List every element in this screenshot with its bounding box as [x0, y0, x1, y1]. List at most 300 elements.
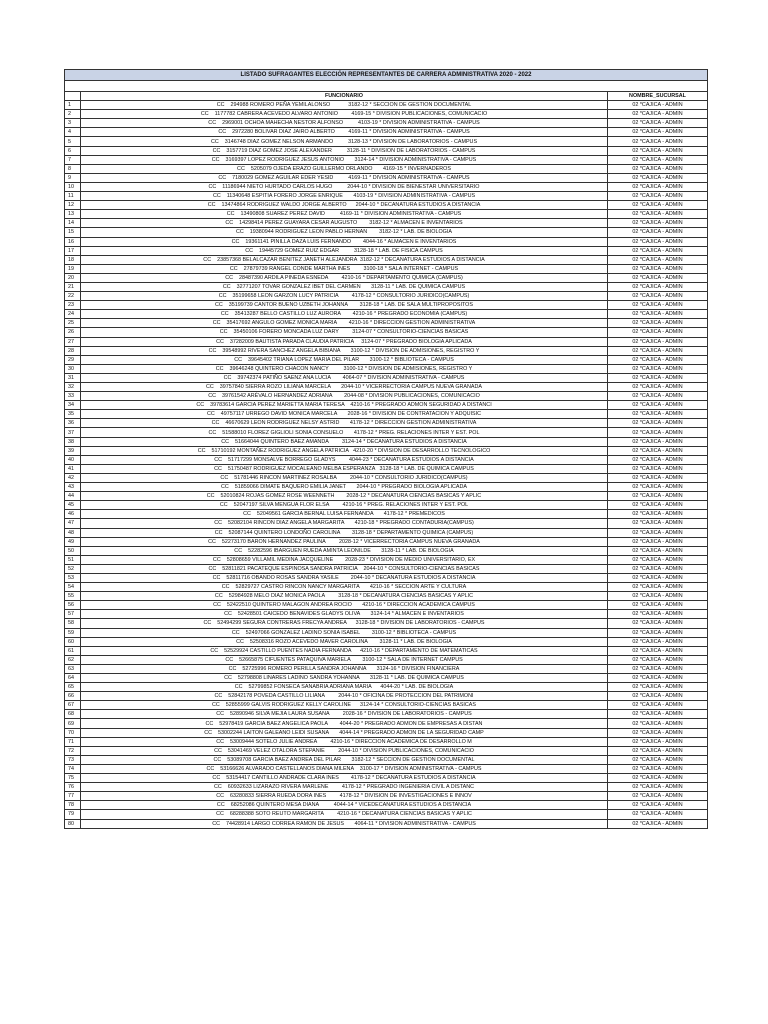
document-title: LISTADO SUFRAGANTES ELECCIÓN REPRESENTANTES DE CARRERA ADMINISTRATIVA 2020 - 2022: [65, 70, 708, 81]
row-number: 39: [65, 446, 81, 455]
row-funcionario: CC 53009444 SOTELO JULIE ANDREA 4210-16 * DIRECCION ACADEMICA DE DESARROLLO M: [81, 737, 608, 746]
header-funcionario: FUNCIONARIO: [81, 92, 608, 101]
row-number: 34: [65, 401, 81, 410]
row-funcionario: CC 52978419 GARCIA BAEZ ANGELICA PAOLA 4044-20 * PREGRADO ADMON DE EMPRESAS A DISTAN: [81, 719, 608, 728]
row-number: 52: [65, 564, 81, 573]
table-row: [65, 819, 708, 828]
row-sucursal: 02 *CAJICA - ADMIN: [608, 310, 708, 319]
row-sucursal: 02 *CAJICA - ADMIN: [608, 355, 708, 364]
table-row: [65, 337, 708, 346]
row-sucursal: 02 *CAJICA - ADMIN: [608, 728, 708, 737]
row-sucursal: 02 *CAJICA - ADMIN: [608, 319, 708, 328]
row-funcionario: CC 52811821 PACATEQUE ESPINOSA SANDRA PATRICIA 2044-10 * CONSULTORIO-CIENCIAS BASICAS: [81, 564, 608, 573]
row-funcionario: CC 39742374 PATIÑO SAENZ ANA LUCIA 4064-07 * DIVISION ADMINISTRATIVA - CAMPUS: [81, 373, 608, 382]
row-number: 26: [65, 328, 81, 337]
row-sucursal: 02 *CAJICA - ADMIN: [608, 737, 708, 746]
row-funcionario: CC 52273170 BARON HERNANDEZ PAULINA 2028-12 * VICERRECTORIA CAMPUS NUEVA GRANADA: [81, 537, 608, 546]
table-row: [65, 192, 708, 201]
row-number: 35: [65, 410, 81, 419]
table-row: [65, 546, 708, 555]
row-number: 66: [65, 692, 81, 701]
table-row: [65, 655, 708, 664]
row-funcionario: CC 5205079 OJEDA ERAZO GUILLERMO ORLANDO 4169-15 * INVERNADEROS: [81, 164, 608, 173]
row-number: 51: [65, 555, 81, 564]
row-number: 63: [65, 664, 81, 673]
row-funcionario: CC 52842178 POVEDA CASTILLO LILIANA 2044-10 * OFICINA DE PROTECCION DEL PATRIMONI: [81, 692, 608, 701]
voters-table: [64, 69, 708, 829]
row-funcionario: CC 11340648 ESPITIA FORERO JORGE ENRIQUE 4103-19 * DIVISION ADMINISTRATIVA - CAMPUS: [81, 192, 608, 201]
row-sucursal: 02 *CAJICA - ADMIN: [608, 201, 708, 210]
row-funcionario: CC 2972280 BOLIVAR DIAZ JAIRO ALBERTO 4169-11 * DIVISION ADMINISTRATIVA - CAMPUS: [81, 128, 608, 137]
row-funcionario: CC 35413287 BELLO CASTILLO LUZ AURORA 4210-16 * PREGRADO ECONOMIA (CAMPUS): [81, 310, 608, 319]
row-funcionario: CC 28487390 ARDILA PINEDA ESNEDA 4210-16 * DEPARTAMENTO QUIMICA (CAMPUS): [81, 273, 608, 282]
table-row: [65, 164, 708, 173]
row-number: 13: [65, 210, 81, 219]
row-sucursal: 02 *CAJICA - ADMIN: [608, 519, 708, 528]
row-sucursal: 02 *CAJICA - ADMIN: [608, 619, 708, 628]
row-number: 75: [65, 774, 81, 783]
table-row: [65, 492, 708, 501]
row-number: 58: [65, 619, 81, 628]
row-number: 22: [65, 292, 81, 301]
row-funcionario: CC 52010824 ROJAS GOMEZ ROSE WEENNETH 2028-12 * DECANATURA CIENCIAS BASICAS Y APLIC: [81, 492, 608, 501]
row-funcionario: CC 13490808 SUAREZ PEREZ DAVID 4169-11 * DIVISION ADMINISTRATIVA - CAMPUS: [81, 210, 608, 219]
row-funcionario: CC 52984928 MELO DIAZ MONICA PAOLA 3128-18 * DECANATURA CIENCIAS BASICAS Y APLIC: [81, 592, 608, 601]
row-sucursal: 02 *CAJICA - ADMIN: [608, 419, 708, 428]
row-number: 36: [65, 419, 81, 428]
row-funcionario: CC 52855999 GALVIS RODRIGUEZ KELLY CAROLINE 3124-14 * CONSULTORIO-CIENCIAS BASICAS: [81, 701, 608, 710]
row-sucursal: 02 *CAJICA - ADMIN: [608, 792, 708, 801]
table-row: [65, 301, 708, 310]
row-funcionario: CC 39645402 TRIANA LOPEZ MARIA DEL PILAR 3100-12 * BIBLIOTECA - CAMPUS: [81, 355, 608, 364]
row-funcionario: CC 35450106 FORERO MONCADA LUZ DARY 3124-07 * CONSULTORIO-CIENCIAS BASICAS: [81, 328, 608, 337]
row-funcionario: CC 39783614 GARCIA PEREZ MARIETTA MARIA TERESA 4210-16 * PREGRADO ADMON SEGURIDAD A DISTANCI: [81, 401, 608, 410]
table-row: [65, 182, 708, 191]
row-sucursal: 02 *CAJICA - ADMIN: [608, 646, 708, 655]
table-row: [65, 264, 708, 273]
row-funcionario: CC 2969001 OCHOA MAHECHA NESTOR ALFONSO 4103-19 * DIVISION ADMINISTRATIVA - CAMPUS: [81, 119, 608, 128]
row-funcionario: CC 74428914 LARGO CORREA RAMON DE JESUS 4064-11 * DIVISION ADMINISTRATIVA - CAMPUS: [81, 819, 608, 828]
row-number: 74: [65, 764, 81, 773]
row-number: 6: [65, 146, 81, 155]
table-row: [65, 637, 708, 646]
row-number: 8: [65, 164, 81, 173]
row-sucursal: 02 *CAJICA - ADMIN: [608, 610, 708, 619]
row-number: 79: [65, 810, 81, 819]
row-sucursal: 02 *CAJICA - ADMIN: [608, 492, 708, 501]
table-row: [65, 564, 708, 573]
row-sucursal: 02 *CAJICA - ADMIN: [608, 664, 708, 673]
table-row: [65, 573, 708, 582]
row-funcionario: CC 52497066 GONZALEZ LADINO SONIA ISABEL 3100-12 * BIBLIOTECA - CAMPUS: [81, 628, 608, 637]
row-sucursal: 02 *CAJICA - ADMIN: [608, 119, 708, 128]
table-row: [65, 173, 708, 182]
row-funcionario: CC 49757117 URREGO DAVID MONICA MARCELA 2028-16 * DIVISION DE CONTRATACION Y ADQUISIC: [81, 410, 608, 419]
table-row: [65, 728, 708, 737]
row-number: 62: [65, 655, 81, 664]
row-number: 11: [65, 192, 81, 201]
row-number: 9: [65, 173, 81, 182]
row-sucursal: 02 *CAJICA - ADMIN: [608, 546, 708, 555]
row-number: 76: [65, 783, 81, 792]
row-number: 69: [65, 719, 81, 728]
row-sucursal: 02 *CAJICA - ADMIN: [608, 246, 708, 255]
row-number: 67: [65, 701, 81, 710]
row-sucursal: 02 *CAJICA - ADMIN: [608, 446, 708, 455]
row-funcionario: CC 19380944 RODRIGUEZ LEON PABLO HERNAN 3182-12 * LAB. DE BIOLOGIA: [81, 228, 608, 237]
row-sucursal: 02 *CAJICA - ADMIN: [608, 464, 708, 473]
row-number: 55: [65, 592, 81, 601]
row-sucursal: 02 *CAJICA - ADMIN: [608, 210, 708, 219]
row-funcionario: CC 3146748 DIAZ GOMEZ NELSON ARMANDO 3128-13 * DIVISION DE LABORATORIOS - CAMPUS: [81, 137, 608, 146]
table-row: [65, 610, 708, 619]
row-number: 49: [65, 537, 81, 546]
row-number: 10: [65, 182, 81, 191]
row-funcionario: CC 37282009 BAUTISTA PARADA CLAUDIA PATRICIA 3124-07 * PREGRADO BIOLOGIA APLICADA: [81, 337, 608, 346]
row-sucursal: 02 *CAJICA - ADMIN: [608, 292, 708, 301]
row-funcionario: CC 52829727 CASTRO RINCON NANCY MARGARITA 4210-16 * SECCION ARTE Y CULTURA: [81, 583, 608, 592]
row-sucursal: 02 *CAJICA - ADMIN: [608, 637, 708, 646]
row-sucursal: 02 *CAJICA - ADMIN: [608, 373, 708, 382]
row-sucursal: 02 *CAJICA - ADMIN: [608, 392, 708, 401]
row-sucursal: 02 *CAJICA - ADMIN: [608, 301, 708, 310]
row-sucursal: 02 *CAJICA - ADMIN: [608, 710, 708, 719]
row-sucursal: 02 *CAJICA - ADMIN: [608, 537, 708, 546]
row-sucursal: 02 *CAJICA - ADMIN: [608, 437, 708, 446]
table-row: [65, 810, 708, 819]
table-row: [65, 328, 708, 337]
row-funcionario: CC 27879739 RANGEL CONDE MARTHA INES 3100-18 * SALA INTERNET - CAMPUS: [81, 264, 608, 273]
row-sucursal: 02 *CAJICA - ADMIN: [608, 228, 708, 237]
row-sucursal: 02 *CAJICA - ADMIN: [608, 255, 708, 264]
row-sucursal: 02 *CAJICA - ADMIN: [608, 755, 708, 764]
table-row: [65, 273, 708, 282]
row-sucursal: 02 *CAJICA - ADMIN: [608, 364, 708, 373]
row-number: 4: [65, 128, 81, 137]
row-sucursal: 02 *CAJICA - ADMIN: [608, 655, 708, 664]
spacer-row: [65, 81, 708, 92]
row-funcionario: CC 53041469 VELEZ OTALORA STEPANIE 2044-10 * DIVISION PUBLICACIONES, COMUNICACIO: [81, 746, 608, 755]
row-sucursal: 02 *CAJICA - ADMIN: [608, 483, 708, 492]
header-sucursal: NOMBRE_SUCURSAL: [608, 92, 708, 101]
table-row: [65, 110, 708, 119]
row-funcionario: CC 3169397 LOPEZ RODRIGUEZ JESUS ANTONIO 3124-14 * DIVISION ADMINISTRATIVA - CAMPUS: [81, 155, 608, 164]
row-funcionario: CC 52422510 QUINTERO MALAGON ANDREA ROCIO 4210-16 * DIRECCION ACADEMICA CAMPUS: [81, 601, 608, 610]
row-sucursal: 02 *CAJICA - ADMIN: [608, 128, 708, 137]
row-number: 14: [65, 219, 81, 228]
table-row: [65, 201, 708, 210]
row-sucursal: 02 *CAJICA - ADMIN: [608, 137, 708, 146]
row-funcionario: CC 19445729 GOMEZ RUIZ EDGAR 3128-18 * LAB. DE FISICA CAMPUS: [81, 246, 608, 255]
row-funcionario: CC 19361141 PINILLA DAZA LUIS FERNANDO 4044-16 * ALMACEN E INVENTARIOS: [81, 237, 608, 246]
row-sucursal: 02 *CAJICA - ADMIN: [608, 410, 708, 419]
row-sucursal: 02 *CAJICA - ADMIN: [608, 282, 708, 291]
table-row: [65, 219, 708, 228]
row-funcionario: CC 68288388 SOTO REUTO MARGARITA 4210-16 * DECANATURA CIENCIAS BASICAS Y APLIC: [81, 810, 608, 819]
row-sucursal: 02 *CAJICA - ADMIN: [608, 510, 708, 519]
table-row: [65, 146, 708, 155]
row-funcionario: CC 1177782 CABRERA ACEVEDO ALVARO ANTONIO 4169-15 * DIVISION PUBLICACIONES, COMUNICACIO: [81, 110, 608, 119]
row-number: 17: [65, 246, 81, 255]
row-number: 20: [65, 273, 81, 282]
table-row: [65, 464, 708, 473]
row-sucursal: 02 *CAJICA - ADMIN: [608, 564, 708, 573]
row-number: 1: [65, 101, 81, 110]
row-sucursal: 02 *CAJICA - ADMIN: [608, 719, 708, 728]
row-funcionario: CC 53154417 CANTILLO ANDRADE CLARA INES 4178-12 * DECANATURA ESTUDIOS A DISTANCIA: [81, 774, 608, 783]
row-sucursal: 02 *CAJICA - ADMIN: [608, 819, 708, 828]
title-row: [65, 70, 708, 81]
table-row: [65, 455, 708, 464]
table-row: [65, 137, 708, 146]
row-number: 23: [65, 301, 81, 310]
table-row: [65, 428, 708, 437]
row-number: 57: [65, 610, 81, 619]
header-row: [65, 92, 708, 101]
table-row: [65, 310, 708, 319]
row-sucursal: 02 *CAJICA - ADMIN: [608, 692, 708, 701]
row-number: 73: [65, 755, 81, 764]
row-funcionario: CC 51781446 RINCON MARTINEZ ROSALBA 2044-10 * CONSULTORIO JURIDICO(CAMPUS): [81, 473, 608, 482]
table-row: [65, 628, 708, 637]
row-funcionario: CC 52282596 IBARGUEN RUEDA AMINTA LEONILDE 3128-11 * LAB. DE BIOLOGIA: [81, 546, 608, 555]
row-number: 25: [65, 319, 81, 328]
row-number: 77: [65, 792, 81, 801]
table-row: [65, 292, 708, 301]
row-funcionario: CC 63280833 SIERRA RUEDA DORA INES 4178-12 * DIVISION DE INVESTIGACIONES E INNOV: [81, 792, 608, 801]
row-number: 53: [65, 573, 81, 582]
row-number: 61: [65, 646, 81, 655]
table-row: [65, 674, 708, 683]
header-number: [65, 92, 81, 101]
row-sucursal: 02 *CAJICA - ADMIN: [608, 455, 708, 464]
row-number: 33: [65, 392, 81, 401]
row-sucursal: 02 *CAJICA - ADMIN: [608, 101, 708, 110]
row-number: 37: [65, 428, 81, 437]
table-row: [65, 692, 708, 701]
row-sucursal: 02 *CAJICA - ADMIN: [608, 182, 708, 191]
row-number: 24: [65, 310, 81, 319]
row-funcionario: CC 23857368 BELALCAZAR BENITEZ JANETH ALEJANDRA 3182-12 * DECANATURA ESTUDIOS A DISTANCIA: [81, 255, 608, 264]
row-number: 2: [65, 110, 81, 119]
table-row: [65, 473, 708, 482]
row-funcionario: CC 46670629 LEON RODRIGUEZ NELSY ASTRID 4178-12 * DIRECCION GESTION ADMINISTRATIVA: [81, 419, 608, 428]
table-row: [65, 537, 708, 546]
row-sucursal: 02 *CAJICA - ADMIN: [608, 746, 708, 755]
row-number: 30: [65, 364, 81, 373]
voters-sheet: [64, 69, 707, 829]
row-number: 5: [65, 137, 81, 146]
row-funcionario: CC 14298414 PEREZ GUAYARA CESAR AUGUSTO 3182-12 * ALMACEN E INVENTARIOS: [81, 219, 608, 228]
table-row: [65, 446, 708, 455]
row-number: 59: [65, 628, 81, 637]
row-funcionario: CC 51710192 MONTAÑEZ RODRIGUEZ ANGELA PATRICIA 4210-20 * DIVISION DE DESARROLLO TECNOLOGICO: [81, 446, 608, 455]
row-funcionario: CC 51717299 MONSALVE BORREGO GLADYS 4044-23 * DECANATURA ESTUDIOS A DISTANCIA: [81, 455, 608, 464]
row-funcionario: CC 52529924 CASTILLO PUENTES NADIA FERNANDA 4210-16 * DEPARTAMENTO DE MATEMATICAS: [81, 646, 608, 655]
table-row: [65, 619, 708, 628]
row-sucursal: 02 *CAJICA - ADMIN: [608, 192, 708, 201]
table-row: [65, 255, 708, 264]
table-row: [65, 383, 708, 392]
row-number: 70: [65, 728, 81, 737]
row-number: 43: [65, 483, 81, 492]
table-row: [65, 319, 708, 328]
table-row: [65, 437, 708, 446]
row-sucursal: 02 *CAJICA - ADMIN: [608, 337, 708, 346]
table-row: [65, 737, 708, 746]
table-row: [65, 555, 708, 564]
row-sucursal: 02 *CAJICA - ADMIN: [608, 555, 708, 564]
table-row: [65, 510, 708, 519]
row-number: 54: [65, 583, 81, 592]
row-funcionario: CC 35199658 LEON GARZON LUCY PATRICIA 4178-12 * CONSULTORIO JURIDICO(CAMPUS): [81, 292, 608, 301]
row-number: 15: [65, 228, 81, 237]
row-sucursal: 02 *CAJICA - ADMIN: [608, 428, 708, 437]
table-row: [65, 710, 708, 719]
table-row: [65, 419, 708, 428]
row-number: 56: [65, 601, 81, 610]
row-funcionario: CC 39761542 ARÉVALO HERNANDEZ ADRIANA 2044-08 * DIVISION PUBLICACIONES, COMUNICACIO: [81, 392, 608, 401]
row-sucursal: 02 *CAJICA - ADMIN: [608, 164, 708, 173]
row-number: 60: [65, 637, 81, 646]
row-funcionario: CC 51750487 RODRIGUEZ MOCALEANO MELBA ESPERANZA 3128-18 * LAB. DE QUIMICA CAMPUS: [81, 464, 608, 473]
row-funcionario: CC 7180029 GOMEZ AGUILAR EDER YESID 4169-11 * DIVISION ADMINISTRATIVA - CAMPUS: [81, 173, 608, 182]
row-number: 45: [65, 501, 81, 510]
row-number: 29: [65, 355, 81, 364]
row-funcionario: CC 52494299 SEGURA CONTRERAS FRECYA ANDREA 3128-18 * DIVISION DE LABORATORIOS - CAMPUS: [81, 619, 608, 628]
table-row: [65, 237, 708, 246]
table-row: [65, 101, 708, 110]
table-row: [65, 792, 708, 801]
table-row: [65, 282, 708, 291]
row-number: 47: [65, 519, 81, 528]
row-sucursal: 02 *CAJICA - ADMIN: [608, 346, 708, 355]
row-sucursal: 02 *CAJICA - ADMIN: [608, 328, 708, 337]
row-sucursal: 02 *CAJICA - ADMIN: [608, 601, 708, 610]
row-funcionario: CC 13474864 RODRIGUEZ WALDO JORGE ALBERTO 2044-10 * DECANATURA ESTUDIOS A DISTANCIA: [81, 201, 608, 210]
table-row: [65, 783, 708, 792]
row-sucursal: 02 *CAJICA - ADMIN: [608, 674, 708, 683]
row-sucursal: 02 *CAJICA - ADMIN: [608, 473, 708, 482]
row-funcionario: CC 35417692 ANGULO GOMEZ MONICA MARIA 4210-16 * DIRECCION GESTION ADMINISTRATIVA: [81, 319, 608, 328]
row-funcionario: CC 52428501 CAICEDO BENAVIDES GLADYS OLIVA 3124-14 * ALMACEN E INVENTARIOS: [81, 610, 608, 619]
row-funcionario: CC 60932633 LIZARAZO RIVERA MARLENE 4178-12 * PREGRADO INGENIERIA CIVIL A DISTANC: [81, 783, 608, 792]
table-row: [65, 592, 708, 601]
row-sucursal: 02 *CAJICA - ADMIN: [608, 237, 708, 246]
row-funcionario: CC 52082104 RINCON DIAZ ANGELA MARGARITA 4210-18 * PREGRADO CONTADURIA(CAMPUS): [81, 519, 608, 528]
row-funcionario: CC 39757840 SIERRA ROZO LILIANA MARCELA 2044-10 * VICERRECTORIA CAMPUS NUEVA GRANADA: [81, 383, 608, 392]
row-funcionario: CC 52508316 ROZO ACEVEDO MAVER CAROLINA 3128-11 * LAB. DE BIOLOGIA: [81, 637, 608, 646]
row-funcionario: CC 53002244 LAITON GALEANO LEIDI SUSANA 4044-14 * PREGRADO ADMON DE LA SEGURIDAD CAMP: [81, 728, 608, 737]
row-number: 41: [65, 464, 81, 473]
row-funcionario: CC 52799852 FONSECA SANABRIA ADRIANA MARIA 4044-20 * LAB. DE BIOLOGIA: [81, 683, 608, 692]
table-row: [65, 501, 708, 510]
row-number: 16: [65, 237, 81, 246]
table-row: [65, 483, 708, 492]
table-row: [65, 601, 708, 610]
table-row: [65, 401, 708, 410]
row-funcionario: CC 294988 ROMERO PEÑA YEMILALONSO 3182-12 * SECCION DE GESTION DOCUMENTAL: [81, 101, 608, 110]
row-sucursal: 02 *CAJICA - ADMIN: [608, 273, 708, 282]
table-row: [65, 346, 708, 355]
row-funcionario: CC 52725996 ROMERO PERILLA SANDRA JOHANNA 3124-16 * DIVISION FINANCIERA: [81, 664, 608, 673]
table-row: [65, 373, 708, 382]
table-row: [65, 764, 708, 773]
row-number: 19: [65, 264, 81, 273]
row-funcionario: CC 52890946 SILVA MEJIA LAURA SUSANA 2028-16 * DIVISION DE LABORATORIOS - CAMPUS: [81, 710, 608, 719]
row-number: 64: [65, 674, 81, 683]
table-row: [65, 746, 708, 755]
row-funcionario: CC 51664044 QUINTERO BAEZ AMANDA 3124-14 * DECANATURA ESTUDIOS A DISTANCIA: [81, 437, 608, 446]
table-row: [65, 583, 708, 592]
row-sucursal: 02 *CAJICA - ADMIN: [608, 219, 708, 228]
table-row: [65, 683, 708, 692]
row-sucursal: 02 *CAJICA - ADMIN: [608, 383, 708, 392]
row-number: 80: [65, 819, 81, 828]
row-sucursal: 02 *CAJICA - ADMIN: [608, 764, 708, 773]
row-funcionario: CC 11186944 NIETO HURTADO CARLOS HUGO 2044-10 * DIVISION DE BIENESTAR UNIVERSITARIO: [81, 182, 608, 191]
row-funcionario: CC 68252086 QUINTERO MESA DIANA 4044-14 * VICEDECANATURA ESTUDIOS A DISTANCIA: [81, 801, 608, 810]
row-number: 32: [65, 383, 81, 392]
row-number: 42: [65, 473, 81, 482]
table-row: [65, 119, 708, 128]
row-number: 40: [65, 455, 81, 464]
table-row: [65, 755, 708, 764]
row-sucursal: 02 *CAJICA - ADMIN: [608, 592, 708, 601]
row-number: 71: [65, 737, 81, 746]
row-funcionario: CC 39646248 QUINTERO CHACON NANCY 3100-12 * DIVISION DE ADMISIONES, REGISTRO Y: [81, 364, 608, 373]
table-row: [65, 210, 708, 219]
row-funcionario: CC 52087144 QUINTERO LONDOÑO CAROLINA 3128-18 * DEPARTAMENTO QUIMICA (CAMPUS): [81, 528, 608, 537]
table-row: [65, 155, 708, 164]
row-number: 3: [65, 119, 81, 128]
row-number: 31: [65, 373, 81, 382]
row-funcionario: CC 35199739 CANTOR BUENO UZBETH JOHANNA 3128-18 * LAB. DE SALA MULTIPROPOSITOS: [81, 301, 608, 310]
row-number: 27: [65, 337, 81, 346]
row-number: 78: [65, 801, 81, 810]
table-row: [65, 392, 708, 401]
table-row: [65, 719, 708, 728]
row-sucursal: 02 *CAJICA - ADMIN: [608, 810, 708, 819]
row-sucursal: 02 *CAJICA - ADMIN: [608, 683, 708, 692]
table-row: [65, 801, 708, 810]
row-number: 46: [65, 510, 81, 519]
row-funcionario: CC 52811716 OBANDO ROSAS SANDRA YASILE 2044-10 * DECANATURA ESTUDIOS A DISTANCIA: [81, 573, 608, 582]
row-sucursal: 02 *CAJICA - ADMIN: [608, 783, 708, 792]
row-number: 18: [65, 255, 81, 264]
row-sucursal: 02 *CAJICA - ADMIN: [608, 573, 708, 582]
row-number: 48: [65, 528, 81, 537]
row-sucursal: 02 *CAJICA - ADMIN: [608, 501, 708, 510]
table-row: [65, 128, 708, 137]
table-row: [65, 364, 708, 373]
row-number: 7: [65, 155, 81, 164]
row-sucursal: 02 *CAJICA - ADMIN: [608, 801, 708, 810]
table-row: [65, 410, 708, 419]
row-sucursal: 02 *CAJICA - ADMIN: [608, 155, 708, 164]
table-row: [65, 646, 708, 655]
table-row: [65, 519, 708, 528]
row-number: 12: [65, 201, 81, 210]
row-sucursal: 02 *CAJICA - ADMIN: [608, 774, 708, 783]
row-sucursal: 02 *CAJICA - ADMIN: [608, 401, 708, 410]
row-funcionario: CC 52049561 GARCIA BERNAL LUISA FERNANDA 4178-12 * PREMEDICOS: [81, 510, 608, 519]
row-funcionario: CC 51859066 DIMATE BAQUERO EMILIA JANET 2044-10 * PREGRADO BIOLOGIA APLICADA: [81, 483, 608, 492]
table-row: [65, 701, 708, 710]
row-number: 72: [65, 746, 81, 755]
row-funcionario: CC 51588010 FLOREZ GIGLIOLI SONIA CONSUELO 4178-12 * PREG. RELACIONES INTER Y EST. POL: [81, 428, 608, 437]
row-funcionario: CC 52047197 SILVA MENGUA FLOR ELSA 4210-16 * PREG. RELACIONES INTER Y EST. POL: [81, 501, 608, 510]
